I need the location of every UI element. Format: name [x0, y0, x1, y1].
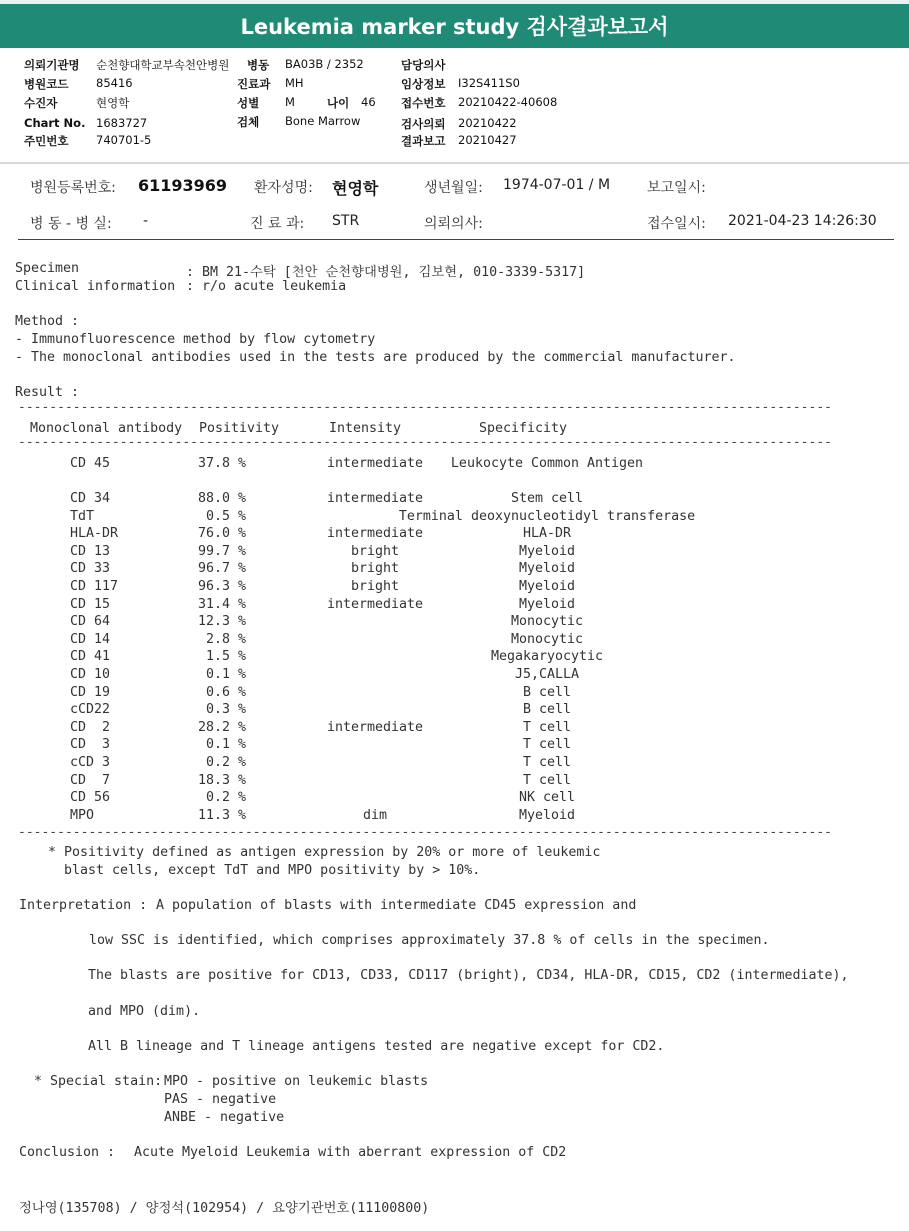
cell-antibody: CD 19 [70, 684, 111, 700]
cell-positivity: 0.3 % [205, 702, 246, 718]
hospital-code-label: 병원코드 [24, 77, 69, 91]
table-rule: -------------------------------------------------------------------------------------------------------- [18, 435, 832, 450]
clinical-information-label: Clinical information [15, 279, 176, 294]
examinee-value: 현영학 [96, 96, 130, 110]
dept-value: STR [332, 213, 360, 229]
interpretation-line: and MPO (dim). [88, 1004, 201, 1019]
hospital-value: 순천향대학교부속천안병원 [96, 58, 230, 72]
department-label: 진료과 [237, 77, 271, 91]
cell-antibody: CD 15 [70, 596, 111, 612]
cell-positivity: 0.6 % [205, 684, 246, 700]
cell-antibody: CD 33 [70, 561, 111, 577]
table-rule: -------------------------------------------------------------------------------------------------------- [18, 825, 832, 840]
special-stain-line: ANBE - negative [164, 1110, 285, 1125]
cell-antibody: CD 41 [70, 649, 111, 665]
specimen-type-value: Bone Marrow [285, 114, 361, 128]
cell-positivity: 0.5 % [205, 508, 246, 524]
cell-antibody: cCD22 [70, 702, 111, 718]
cell-specificity: Myeloid [518, 543, 576, 559]
chart-no-value: 1683727 [96, 116, 148, 130]
cell-specificity: T cell [522, 719, 572, 735]
cell-specificity: HLA-DR [522, 526, 572, 542]
age-label: 나이 [327, 96, 350, 110]
clinical-info-label: 임상정보 [401, 77, 446, 91]
cell-specificity: B cell [522, 684, 572, 700]
column-header-positivity: Positivity [199, 421, 280, 436]
cell-antibody: CD 3 [70, 737, 111, 753]
sex-label: 성별 [237, 96, 260, 110]
clinical-info-value: I32S411S0 [458, 76, 520, 90]
header-divider [0, 162, 909, 164]
specimen-value: : BM 21-수탁 [천안 순천향대병원, 김보현, 010-3339-5317] [186, 265, 586, 280]
cell-antibody: CD 10 [70, 667, 111, 682]
interpretation-line: The blasts are positive for CD13, CD33, CD117 (bright), CD34, HLA-DR, CD15, CD2 (intermediate), [88, 968, 849, 983]
patient-divider [18, 239, 894, 240]
special-stain-line: PAS - negative [164, 1092, 277, 1107]
cell-positivity: 0.2 % [205, 790, 246, 806]
cell-specificity: Monocytic [510, 614, 584, 630]
dept-label: 진 료 과: [250, 216, 305, 232]
cell-positivity: 28.2 % [197, 719, 246, 735]
special-stain-line: MPO - positive on leukemic blasts [164, 1074, 429, 1089]
cell-specificity: Stem cell [510, 491, 584, 506]
cell-antibody: CD 2 [70, 719, 111, 735]
received-label: 접수일시: [647, 216, 706, 232]
cell-positivity: 12.3 % [197, 614, 246, 630]
report-title-banner [0, 0, 909, 48]
cell-antibody: HLA-DR [70, 526, 119, 542]
resident-no-label: 주민번호 [24, 134, 69, 148]
specimen-type-label: 검체 [237, 115, 260, 129]
method-label: Method : [15, 314, 80, 329]
ward-room-label: 병 동 - 병 실: [30, 216, 112, 232]
cell-intensity: bright [350, 543, 400, 559]
cell-intensity: dim [362, 807, 388, 823]
specimen-label: Specimen [15, 261, 80, 276]
cell-positivity: 76.0 % [197, 526, 246, 542]
cell-positivity: 0.1 % [205, 737, 246, 753]
department-value: MH [285, 76, 304, 90]
method-line: - Immunofluorescence method by flow cytometry [15, 332, 376, 347]
cell-intensity: bright [350, 561, 400, 577]
column-header-intensity: Intensity [329, 421, 402, 436]
cell-intensity: intermediate [326, 719, 424, 735]
doctor-label: 담당의사 [401, 58, 446, 72]
patient-name-value: 현영학 [332, 179, 379, 198]
hospital-code-value: 85416 [96, 76, 133, 90]
received-value: 2021-04-23 14:26:30 [728, 213, 877, 229]
cell-specificity: J5,CALLA [514, 667, 580, 682]
cell-positivity: 99.7 % [197, 543, 246, 559]
referring-doctor-label: 의뢰의사: [424, 216, 483, 232]
cell-antibody: cCD 3 [70, 755, 111, 770]
cell-positivity: 96.3 % [197, 579, 246, 594]
cell-specificity: Leukocyte Common Antigen [450, 456, 644, 471]
request-date-value: 20210422 [458, 116, 517, 130]
cell-positivity: 0.2 % [205, 755, 246, 770]
cell-intensity: intermediate [326, 456, 424, 471]
patient-name-label: 환자성명: [254, 180, 313, 196]
interpretation-line: low SSC is identified, which comprises approximately 37.8 % of cells in the specimen. [89, 933, 770, 948]
cell-specificity: NK cell [518, 790, 576, 806]
cell-positivity: 31.4 % [197, 596, 246, 612]
cell-antibody: CD 14 [70, 631, 111, 647]
cell-intensity: intermediate [326, 491, 424, 506]
cell-intensity: intermediate [326, 526, 424, 542]
dob-label: 생년월일: [424, 180, 483, 196]
cell-specificity: T cell [522, 737, 572, 753]
cell-positivity: 2.8 % [205, 631, 246, 647]
cell-positivity: 18.3 % [197, 772, 246, 788]
report-title: Leukemia marker study 검사결과보고서 [240, 15, 669, 39]
special-stain-label: * Special stain: [34, 1074, 163, 1089]
cell-specificity: T cell [522, 772, 572, 788]
signature-line: 정나영(135708) / 양정석(102954) / 요양기관번호(11100800) [19, 1201, 430, 1216]
cell-positivity: 88.0 % [197, 491, 246, 506]
conclusion-value: Acute Myeloid Leukemia with aberrant expression of CD2 [134, 1145, 567, 1160]
cell-intensity: intermediate [326, 596, 424, 612]
cell-positivity: 96.7 % [197, 561, 246, 577]
examinee-label: 수진자 [24, 96, 58, 110]
cell-antibody: CD 34 [70, 491, 111, 506]
cell-antibody: CD 117 [70, 579, 119, 594]
cell-specificity: Myeloid [518, 807, 576, 823]
cell-specificity: Myeloid [518, 596, 576, 612]
conclusion-label: Conclusion : [19, 1145, 116, 1160]
cell-specificity: Monocytic [510, 631, 584, 647]
column-header-specificity: Specificity [479, 421, 568, 436]
dob-value: 1974-07-01 / M [503, 177, 611, 193]
cell-antibody: TdT [70, 508, 95, 524]
cell-antibody: CD 7 [70, 772, 111, 788]
cell-positivity: 1.5 % [205, 649, 246, 665]
accession-no-label: 접수번호 [401, 96, 446, 110]
reg-no-value: 61193969 [138, 176, 228, 195]
cell-antibody: CD 64 [70, 614, 111, 630]
footnote-line: * Positivity defined as antigen expression by 20% or more of leukemic [48, 845, 601, 860]
cell-specificity: T cell [522, 755, 572, 770]
hospital-label: 의뢰기관명 [24, 58, 80, 72]
cell-positivity: 11.3 % [197, 807, 246, 823]
interpretation-line: All B lineage and T lineage antigens tested are negative except for CD2. [88, 1039, 665, 1054]
cell-positivity: 0.1 % [205, 667, 246, 682]
cell-specificity: Terminal deoxynucleotidyl transferase [398, 508, 696, 524]
cell-positivity: 37.8 % [197, 456, 246, 471]
ward-label: 병동 [247, 58, 270, 72]
method-line: - The monoclonal antibodies used in the tests are produced by the commercial manufacturer. [15, 350, 736, 365]
resident-no-value: 740701-5 [96, 133, 152, 147]
clinical-information-value: : r/o acute leukemia [186, 279, 347, 294]
column-header-antibody: Monoclonal antibody [30, 421, 183, 436]
footnote-line: blast cells, except TdT and MPO positivity by > 10%. [48, 863, 481, 878]
cell-antibody: CD 45 [70, 456, 111, 471]
cell-specificity: Megakaryocytic [490, 649, 604, 665]
cell-specificity: Myeloid [518, 579, 576, 594]
cell-antibody: MPO [70, 807, 95, 823]
result-label: Result : [15, 385, 80, 400]
report-date-label: 결과보고 [401, 134, 446, 148]
sex-value: M [285, 95, 295, 109]
chart-no-label: Chart No. [24, 116, 86, 130]
table-rule: -------------------------------------------------------------------------------------------------------- [18, 400, 832, 415]
cell-intensity: bright [350, 579, 400, 594]
interpretation-line: A population of blasts with intermediate CD45 expression and [156, 898, 637, 913]
report-datetime-label: 보고일시: [647, 180, 706, 196]
cell-antibody: CD 56 [70, 790, 111, 806]
ward-room-value: - [143, 213, 149, 229]
accession-no-value: 20210422-40608 [458, 95, 558, 109]
report-date-value: 20210427 [458, 133, 517, 147]
interpretation-label: Interpretation : [19, 898, 148, 913]
cell-antibody: CD 13 [70, 543, 111, 559]
age-value: 46 [361, 95, 376, 109]
reg-no-label: 병원등록번호: [30, 180, 116, 196]
cell-specificity: Myeloid [518, 561, 576, 577]
ward-value: BA03B / 2352 [285, 57, 364, 71]
cell-specificity: B cell [522, 702, 572, 718]
request-date-label: 검사의뢰 [401, 117, 446, 131]
